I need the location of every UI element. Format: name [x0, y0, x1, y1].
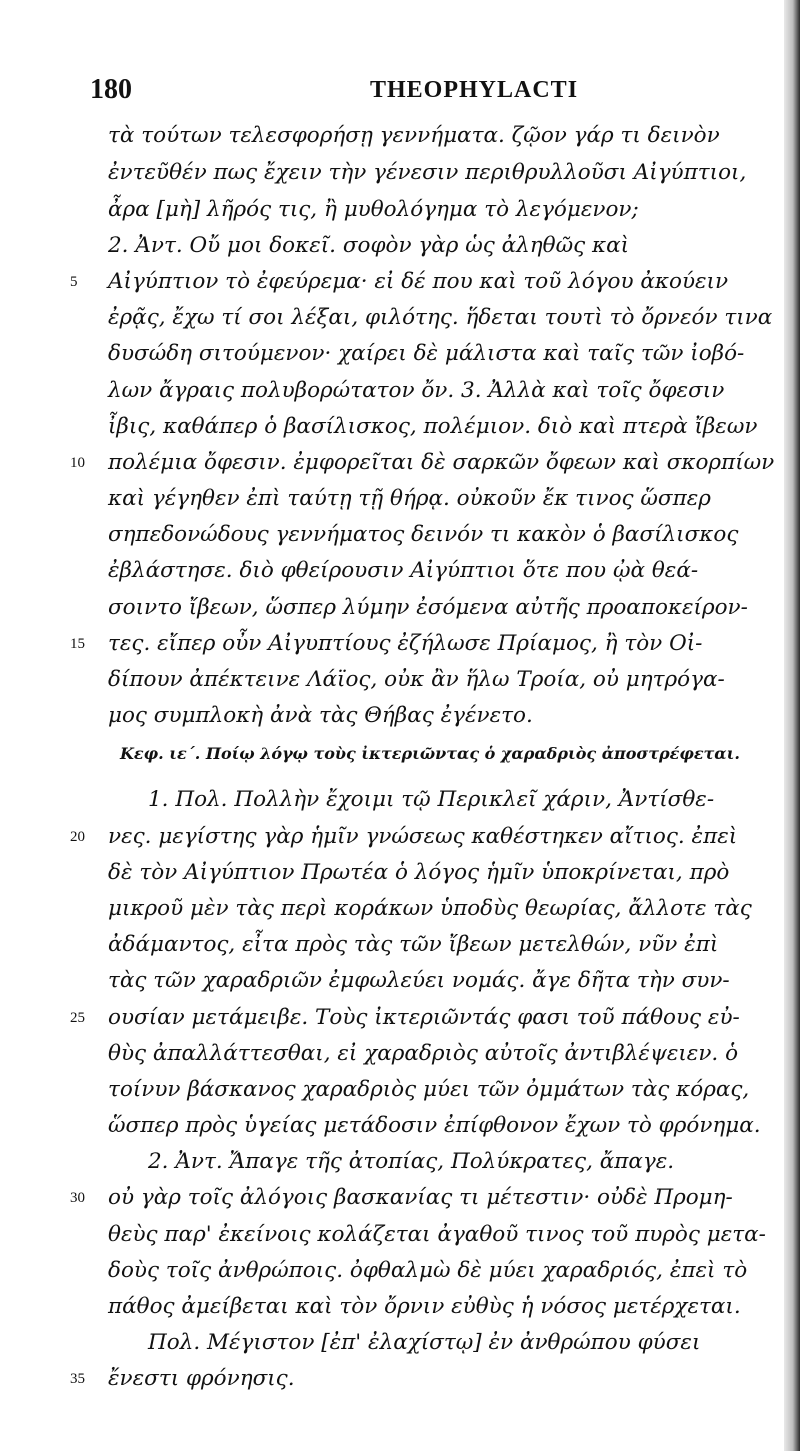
text-line	[70, 1361, 775, 1397]
line-text: σοιντο ἴβεων, ὥσπερ λύμην ἐσόμενα αὐτῆς προαποκείρον-	[108, 594, 748, 620]
book-page	[70, 0, 775, 1451]
chapter-heading-text: Κεφ. ιε΄. Ποίῳ λόγῳ τοὺς ἰκτεριῶντας ὁ χαραδριὸς ἀποστρέφεται.	[120, 744, 740, 764]
line-number: 20	[70, 828, 85, 845]
text-line	[70, 192, 775, 228]
text-line	[70, 782, 775, 818]
text-line	[70, 1144, 775, 1180]
text-line	[70, 264, 775, 300]
line-text: Αἰγύπτιον τὸ ἐφεύρεμα· εἰ δέ που καὶ τοῦ λόγου ἀκούειν	[108, 268, 729, 294]
line-text: καὶ γέγηθεν ἐπὶ ταύτῃ τῇ θήρᾳ. οὐκοῦν ἔκ τινος ὥσπερ	[108, 486, 711, 512]
line-text: θεὺς παρ' ἐκείνοις κολάζεται ἀγαθοῦ τινος τοῦ πυρὸς μετα-	[108, 1221, 766, 1247]
line-number: 10	[70, 454, 85, 471]
line-text: 2. Ἀντ. Οὔ μοι δοκεῖ. σοφὸν γὰρ ὡς ἀληθῶς καὶ	[108, 232, 630, 258]
line-number: 25	[70, 1009, 85, 1026]
text-line	[70, 300, 775, 336]
text-line	[70, 927, 775, 963]
line-text: ἐρᾷς, ἔχω τί σοι λέξαι, φιλότης. ἥδεται τουτὶ τὸ ὄρνεόν τινα	[108, 305, 773, 331]
line-text: Πολ. Μέγιστον [ἐπ' ἐλαχίστῳ] ἐν ἀνθρώπου φύσει	[148, 1330, 701, 1356]
line-text: μος συμπλοκὴ ἀνὰ τὰς Θήβας ἐγένετο.	[108, 703, 533, 729]
line-text: ὥσπερ πρὸς ὑγείας μετάδοσιν ἐπίφθονον ἔχων τὸ φρόνημα.	[108, 1113, 761, 1139]
line-text: δὲ τὸν Αἰγύπτιον Πρωτέα ὁ λόγος ἡμῖν ὑποκρίνεται, πρὸ	[108, 859, 730, 885]
page-number: 180	[90, 74, 132, 105]
text-line	[70, 155, 775, 191]
line-text: πολέμια ὄφεσιν. ἐμφορεῖται δὲ σαρκῶν ὄφεων καὶ σκορπίων	[108, 449, 775, 475]
chapter-heading	[70, 736, 775, 772]
line-text: ἆρα [μὴ] λῆρός τις, ἢ μυθολόγημα τὸ λεγόμενον;	[108, 196, 639, 222]
line-text: ουσίαν μετάμειβε. Τοὺς ἰκτεριῶντάς φασι τοῦ πάθους εὐ-	[108, 1004, 740, 1030]
text-line	[70, 1072, 775, 1108]
line-text: τὰ τούτων τελεσφορήσῃ γεννήματα. ζῷον γάρ τι δεινὸν	[108, 123, 720, 148]
page-header	[90, 70, 750, 110]
text-line	[70, 228, 775, 264]
text-line	[70, 1289, 775, 1325]
line-number: 30	[70, 1190, 85, 1207]
text-line	[70, 698, 775, 734]
text-line	[70, 445, 775, 481]
line-text: πάθος ἀμείβεται καὶ τὸν ὄρνιν εὐθὺς ἡ νόσος μετέρχεται.	[108, 1294, 741, 1320]
text-line	[70, 963, 775, 999]
text-line	[70, 481, 775, 517]
text-line	[70, 517, 775, 553]
text-line	[70, 891, 775, 927]
line-text: δυσώδη σιτούμενον· χαίρει δὲ μάλιστα καὶ ταῖς τῶν ἰοβό-	[108, 341, 745, 367]
page-edge-shadow	[784, 0, 800, 1451]
body-text	[70, 118, 775, 1398]
line-text: δοὺς τοῖς ἀνθρώποις. ὀφθαλμὼ δὲ μύει χαραδριός, ἐπεὶ τὸ	[108, 1257, 748, 1283]
text-line	[70, 118, 775, 155]
line-text: ἀδάμαντος, εἶτα πρὸς τὰς τῶν ἴβεων μετελθών, νῦν ἐπὶ	[108, 932, 719, 958]
line-text: μικροῦ μὲν τὰς περὶ κοράκων ὑποδὺς θεωρίας, ἄλλοτε τὰς	[108, 895, 752, 921]
text-line	[70, 373, 775, 409]
text-line	[70, 336, 775, 372]
line-text: οὐ γὰρ τοῖς ἀλόγοις βασκανίας τι μέτεστιν· οὐδὲ Προμη-	[108, 1185, 733, 1211]
text-line	[70, 590, 775, 626]
text-line	[70, 409, 775, 445]
text-line	[70, 662, 775, 698]
line-text: δίπουν ἀπέκτεινε Λάϊος, οὐκ ἂν ἥλω Τροία, οὐ μητρόγα-	[108, 667, 725, 693]
line-text: σηπεδονώδους γεννήματος δεινόν τι κακὸν ὁ βασίλισκος	[108, 522, 739, 548]
line-text: θὺς ἀπαλλάττεσθαι, εἰ χαραδριὸς αὐτοῖς ἀντιβλέψειεν. ὁ	[108, 1040, 739, 1066]
text-line	[70, 1180, 775, 1216]
line-text: ἐντεῦθέν πως ἔχειν τὴν γένεσιν περιθρυλλοῦσι Αἰγύπτιοι,	[108, 160, 747, 186]
line-text: τὰς τῶν χαραδριῶν ἐμφωλεύει νομάς. ἄγε δῆτα τὴν συν-	[108, 968, 730, 994]
text-line	[70, 1325, 775, 1361]
line-text: 1. Πολ. Πολλὴν ἔχοιμι τῷ Περικλεῖ χάριν, Ἀντίσθε-	[148, 787, 715, 813]
line-text: ἔνεστι φρόνησις.	[108, 1366, 295, 1392]
text-line	[70, 1217, 775, 1253]
line-text: τες. εἴπερ οὖν Αἰγυπτίους ἐζήλωσε Πρίαμος, ἢ τὸν Οἰ-	[108, 630, 703, 656]
text-line	[70, 1000, 775, 1036]
line-text: ἶβις, καθάπερ ὁ βασίλισκος, πολέμιον. διὸ καὶ πτερὰ ἴβεων	[108, 413, 758, 439]
text-line	[70, 553, 775, 589]
text-line	[70, 1036, 775, 1072]
line-text: λων ἄγραις πολυβορώτατον ὄν. 3. Ἀλλὰ καὶ τοῖς ὄφεσιν	[108, 377, 725, 403]
line-text: τοίνυν βάσκανος χαραδριὸς μύει τῶν ὀμμάτων τὰς κόρας,	[108, 1076, 750, 1102]
text-line	[70, 855, 775, 891]
text-line	[70, 819, 775, 855]
line-number: 5	[70, 273, 78, 290]
text-line	[70, 1253, 775, 1289]
line-text: νες. μεγίστης γὰρ ἡμῖν γνώσεως καθέστηκεν αἴτιος. ἐπεὶ	[108, 823, 738, 849]
line-text: ἐβλάστησε. διὸ φθείρουσιν Αἰγύπτιοι ὅτε που ᾠὰ θεά-	[108, 558, 699, 584]
text-line	[70, 626, 775, 662]
line-number: 35	[70, 1371, 85, 1388]
line-number: 15	[70, 635, 85, 652]
running-title: THEOPHYLACTI	[370, 77, 579, 103]
line-text: 2. Ἀντ. Ἄπαγε τῆς ἀτοπίας, Πολύκρατες, ἄπαγε.	[148, 1149, 675, 1175]
text-line	[70, 1108, 775, 1144]
